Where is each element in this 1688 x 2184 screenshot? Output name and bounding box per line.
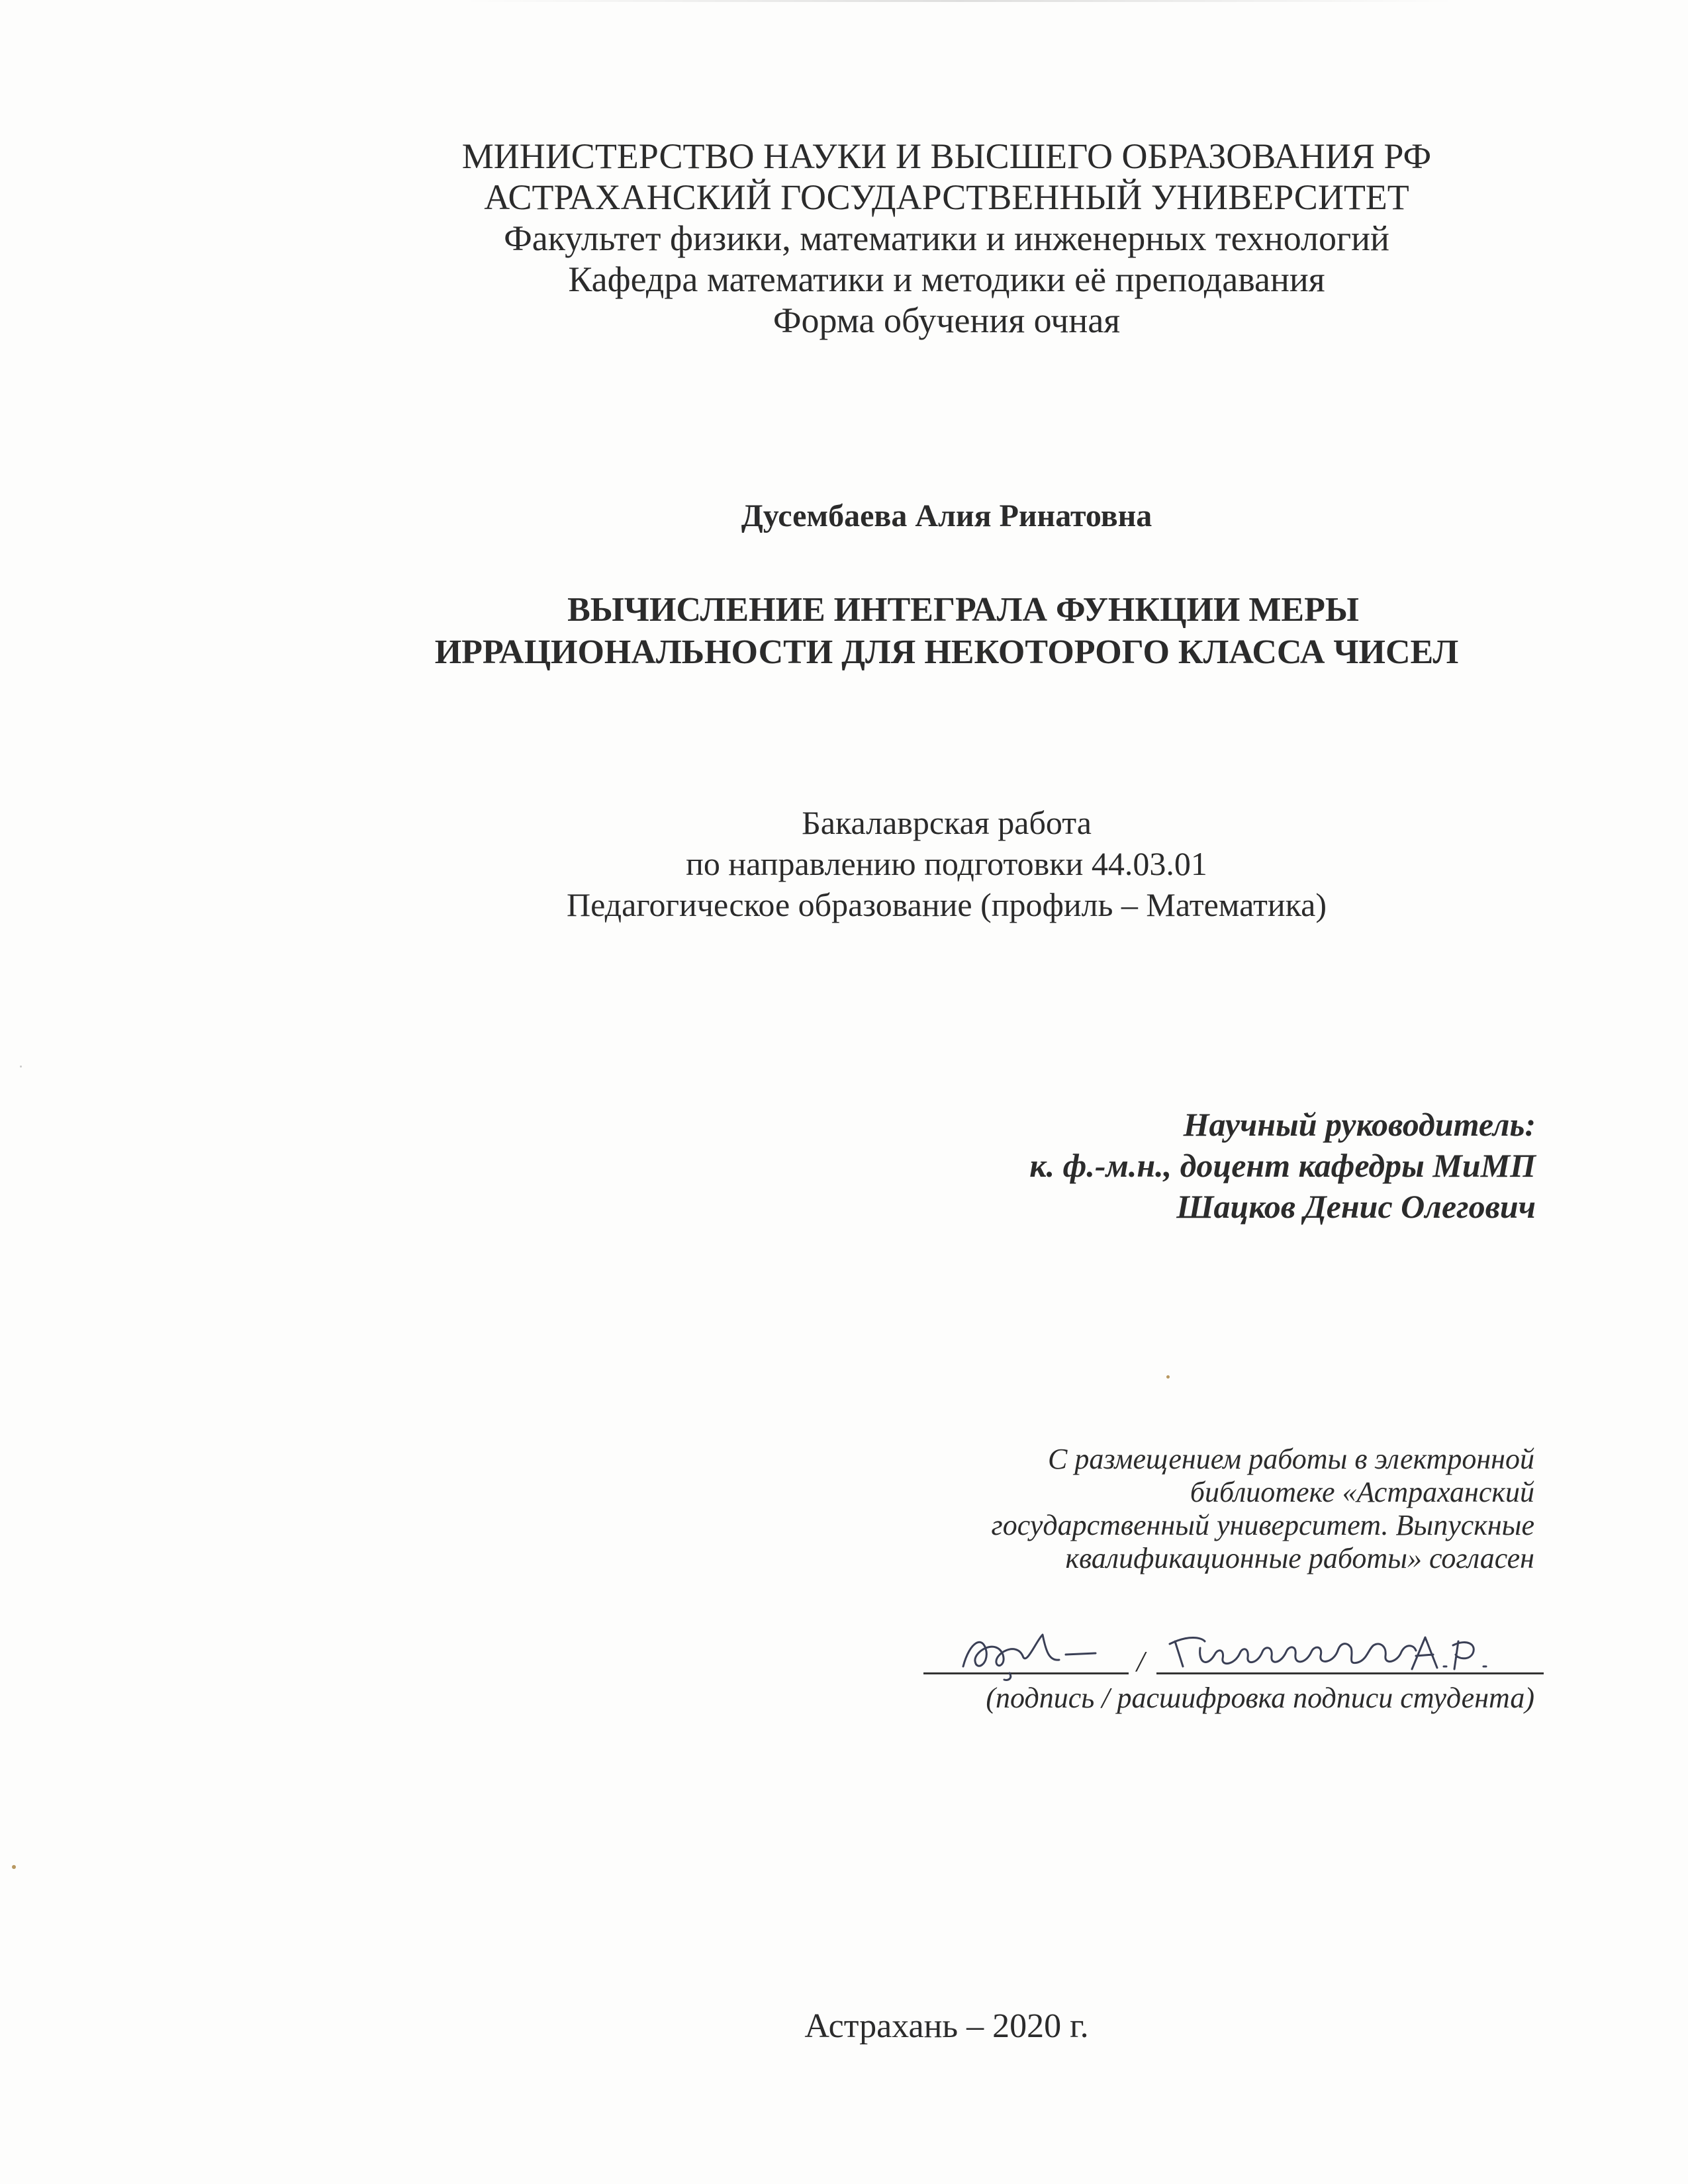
consent-line-3: государственный университет. Выпускные [991, 1509, 1534, 1541]
institution-header [0, 136, 1688, 341]
author-name: Дусембаева Алия Ринатовна [741, 498, 1152, 533]
supervisor-block [1029, 1104, 1536, 1227]
scan-edge [463, 0, 1456, 2]
city-year: Астрахань – 2020 г. [804, 2007, 1089, 2045]
signature-flourish [1066, 1653, 1096, 1655]
supervisor-label: Научный руководитель: [1183, 1106, 1536, 1143]
profile-line: Педагогическое образование (профиль – Математика) [567, 886, 1327, 923]
consent-line-4: квалификационные работы» согласен [1065, 1542, 1534, 1574]
signature-separator: / [1137, 1645, 1145, 1678]
scan-speck [12, 1865, 16, 1869]
supervisor-position: к. ф.-м.н., доцент кафедры МиМП [1029, 1147, 1536, 1184]
scan-speck [20, 1066, 22, 1068]
thesis-title-line-1: ВЫЧИСЛЕНИЕ ИНТЕГРАЛА ФУНКЦИИ МЕРЫ [567, 591, 1359, 629]
handwritten-name-stroke [1170, 1637, 1486, 1669]
work-type-line: Бакалаврская работа [802, 804, 1092, 841]
department-line: Кафедра математики и методики её преподавания [568, 259, 1325, 299]
signature-row [923, 1628, 1546, 1678]
direction-line: по направлению подготовки 44.03.01 [686, 845, 1207, 882]
handwritten-signature [923, 1615, 1546, 1681]
study-form-line: Форма обучения очная [773, 300, 1121, 340]
signature-tail [1004, 1673, 1011, 1680]
scan-speck [1166, 1375, 1170, 1379]
consent-line-2: библиотеке «Астраханский [1190, 1476, 1534, 1508]
signature-caption: (подпись / расшифровка подписи студента) [986, 1682, 1534, 1714]
signature-stroke [963, 1635, 1059, 1666]
university-line: АСТРАХАНСКИЙ ГОСУДАРСТВЕННЫЙ УНИВЕРСИТЕТ [484, 177, 1409, 217]
supervisor-name: Шацков Денис Олегович [1176, 1188, 1536, 1225]
consent-line-1: С размещением работы в электронной [1048, 1443, 1534, 1475]
consent-statement [740, 1443, 1534, 1575]
faculty-line: Факультет физики, математики и инженерных технологий [504, 218, 1389, 258]
thesis-title-line-2: ИРРАЦИОНАЛЬНОСТИ ДЛЯ НЕКОТОРОГО КЛАССА ЧИСЕЛ [434, 633, 1459, 671]
work-description [0, 802, 1688, 925]
ministry-line: МИНИСТЕРСТВО НАУКИ И ВЫСШЕГО ОБРАЗОВАНИЯ РФ [461, 136, 1432, 176]
thesis-title [0, 589, 1688, 674]
